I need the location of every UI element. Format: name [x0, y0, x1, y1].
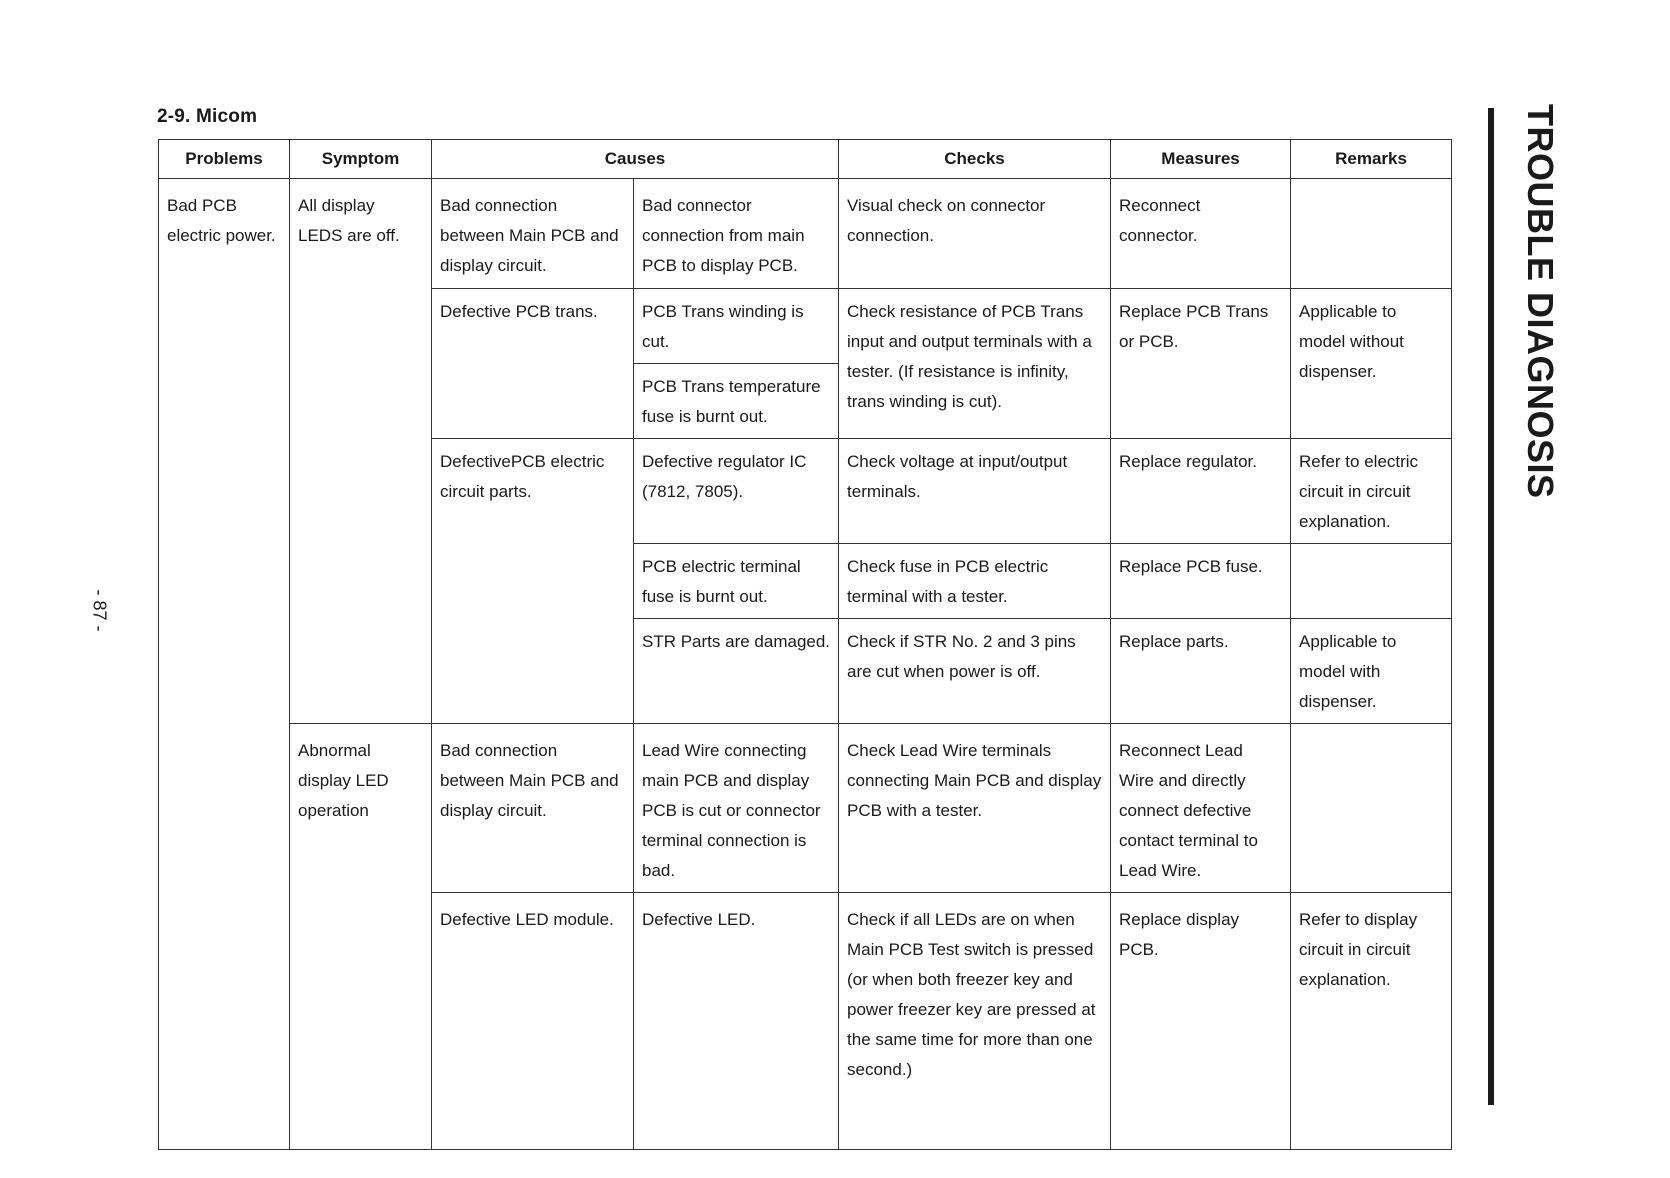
cause-detail-cell: Defective regulator IC (7812, 7805). [634, 439, 839, 544]
check-cell: Check fuse in PCB electric terminal with a tester. [839, 544, 1111, 619]
cause-main-cell: Defective LED module. [432, 893, 634, 1150]
remark-cell [1291, 544, 1452, 619]
cause-main-cell: DefectivePCB electric circuit parts. [432, 439, 634, 724]
page-number: - 87 - [89, 589, 110, 632]
side-divider-bar [1488, 108, 1494, 1105]
trouble-diagnosis-table [158, 139, 1452, 1150]
cause-detail-cell: Defective LED. [634, 893, 839, 1150]
measure-cell: Replace PCB Trans or PCB. [1111, 289, 1291, 439]
check-cell: Check voltage at input/output terminals. [839, 439, 1111, 544]
measure-cell: Reconnect connector. [1111, 179, 1291, 289]
header-causes: Causes [432, 140, 839, 179]
side-title [1520, 104, 1560, 604]
cause-detail-cell: Bad connector connection from main PCB to display PCB. [634, 179, 839, 289]
table-header-row [159, 140, 1452, 179]
header-checks: Checks [839, 140, 1111, 179]
remark-cell [1291, 179, 1452, 289]
cause-detail-cell: PCB Trans temperature fuse is burnt out. [634, 364, 839, 439]
cause-main-cell: Bad connection between Main PCB and display circuit. [432, 724, 634, 893]
measure-cell: Replace regulator. [1111, 439, 1291, 544]
cause-main-cell: Defective PCB trans. [432, 289, 634, 439]
measure-cell: Replace PCB fuse. [1111, 544, 1291, 619]
cause-detail-cell: Lead Wire connecting main PCB and display PCB is cut or connector terminal connection is bad. [634, 724, 839, 893]
side-title-text: TROUBLE DIAGNOSIS [1520, 104, 1561, 499]
header-remarks: Remarks [1291, 140, 1452, 179]
table-row [159, 179, 1452, 289]
header-problems: Problems [159, 140, 290, 179]
check-cell: Check if all LEDs are on when Main PCB Test switch is pressed (or when both freezer key and power freezer key are pressed at the same time for more than one second.) [839, 893, 1111, 1150]
remark-cell: Refer to display circuit in circuit explanation. [1291, 893, 1452, 1150]
symptom-cell-1: All display LEDS are off. [290, 179, 432, 724]
header-measures: Measures [1111, 140, 1291, 179]
cause-detail-cell: PCB Trans winding is cut. [634, 289, 839, 364]
check-cell: Check resistance of PCB Trans input and output terminals with a tester. (If resistance is infinity, trans winding is cut). [839, 289, 1111, 439]
check-cell: Check if STR No. 2 and 3 pins are cut when power is off. [839, 619, 1111, 724]
check-cell: Visual check on connector connection. [839, 179, 1111, 289]
problem-cell: Bad PCB electric power. [159, 179, 290, 1150]
measure-cell: Replace display PCB. [1111, 893, 1291, 1150]
check-cell: Check Lead Wire terminals connecting Main PCB and display PCB with a tester. [839, 724, 1111, 893]
cause-detail-cell: STR Parts are damaged. [634, 619, 839, 724]
section-title: 2-9. Micom [157, 106, 258, 127]
remark-cell: Applicable to model with dispenser. [1291, 619, 1452, 724]
cause-detail-cell: PCB electric terminal fuse is burnt out. [634, 544, 839, 619]
remark-cell: Refer to electric circuit in circuit explanation. [1291, 439, 1452, 544]
table-row [159, 724, 1452, 893]
cause-main-cell: Bad connection between Main PCB and display circuit. [432, 179, 634, 289]
measure-cell: Reconnect Lead Wire and directly connect defective contact terminal to Lead Wire. [1111, 724, 1291, 893]
remark-cell [1291, 724, 1452, 893]
header-symptom: Symptom [290, 140, 432, 179]
symptom-cell-2: Abnormal display LED operation [290, 724, 432, 1150]
remark-cell: Applicable to model without dispenser. [1291, 289, 1452, 439]
measure-cell: Replace parts. [1111, 619, 1291, 724]
